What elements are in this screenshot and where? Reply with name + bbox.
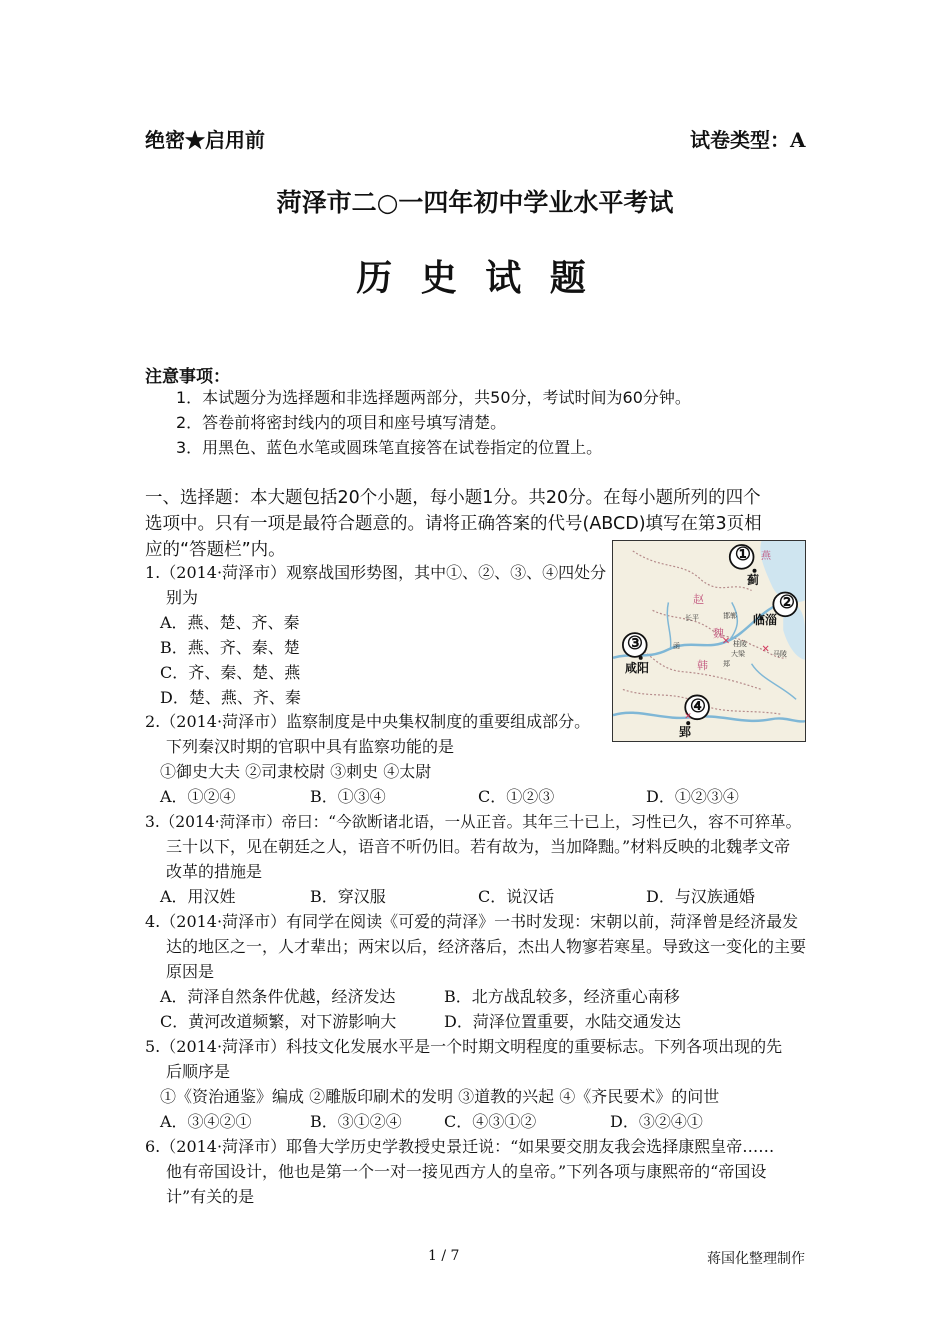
option-a: A．①②④ (160, 787, 236, 806)
footer-credit: 蒋国化整理制作 (707, 1251, 805, 1267)
place-label: 函 (673, 642, 680, 650)
city-label-linzi: 临淄 (753, 613, 778, 627)
question-stem: 达的地区之一，人才辈出；两宋以后，经济落后，杰出人物寥若寒星。导致这一变化的主要 (166, 937, 807, 956)
option-a: A．燕、楚、齐、秦 (160, 613, 300, 632)
question-stem: 4.（2014·菏泽市）有同学在阅读《可爱的菏泽》一书时发现：宋朝以前，菏泽曾是经济最发 (145, 912, 799, 931)
option-c: C．①②③ (478, 787, 555, 806)
option-c: C．黄河改道频繁，对下游影响大 (160, 1012, 397, 1031)
option-c: C．齐、秦、楚、燕 (160, 663, 301, 682)
city-label-xianyang: 咸阳 (625, 661, 650, 675)
question-stem: 5.（2014·菏泽市）科技文化发展水平是一个时期文明程度的重要标志。下列各项出现的先 (145, 1037, 783, 1056)
place-label: 郑 (723, 660, 730, 668)
place-label: 邯郸 (723, 612, 737, 620)
option-d: D．③②④① (610, 1112, 703, 1131)
note-item: 1．本试题分为选择题和非选择题两部分，共50分，考试时间为60分钟。 (176, 388, 691, 407)
question-items: ①《资治通鉴》编成 ②雕版印刷术的发明 ③道教的兴起 ④《齐民要术》的问世 (160, 1087, 720, 1106)
note-item: 3．用黑色、蓝色水笔或圆珠笔直接答在试卷指定的位置上。 (176, 438, 603, 457)
svg-text:✕: ✕ (761, 643, 770, 655)
city-label-ying: 郢 (679, 725, 692, 739)
question-stem: 1.（2014·菏泽市）观察战国形势图，其中①、②、③、④四处分 (145, 563, 607, 582)
question-stem: 他有帝国设计，他也是第一个一对一接见西方人的皇帝。”下列各项与康熙帝的“帝国设 (166, 1162, 767, 1181)
state-label-zhao: 赵 (693, 593, 704, 606)
note-item: 2．答卷前将密封线内的项目和座号填写清楚。 (176, 413, 507, 432)
state-label-han: 韩 (697, 659, 708, 672)
section-heading-line: 选项中。只有一项是最符合题意的。请将正确答案的代号(ABCD)填写在第3页相 (145, 514, 762, 534)
exam-title: 菏泽市二○一四年初中学业水平考试 (276, 188, 674, 217)
option-b: B．①③④ (310, 787, 386, 806)
option-d: D．与汉族通婚 (646, 887, 755, 906)
option-a: A．③④②① (160, 1112, 252, 1131)
map-marker-3: ③ (626, 633, 644, 654)
option-a: A．用汉姓 (160, 887, 236, 906)
option-c: C．说汉话 (478, 887, 555, 906)
question-stem: 改革的措施是 (166, 862, 263, 881)
secrecy-label: 绝密★启用前 (145, 128, 265, 152)
page-number: 1 / 7 (428, 1248, 460, 1264)
option-b: B．北方战乱较多，经济重心南移 (444, 987, 680, 1006)
notes-heading: 注意事项： (145, 367, 230, 387)
section-heading-line: 应的“答题栏”内。 (145, 540, 286, 560)
state-label-wei: 魏 (713, 627, 724, 640)
place-label: 大梁 (731, 650, 745, 658)
paper-type-label: 试卷类型：A (690, 128, 806, 152)
state-label-yan: 燕 (761, 551, 771, 562)
map-marker-4: ④ (689, 696, 707, 717)
warring-states-map (612, 540, 806, 742)
city-label-ji: 蓟 (747, 573, 760, 587)
option-b: B．燕、齐、秦、楚 (160, 638, 300, 657)
option-a: A．菏泽自然条件优越，经济发达 (160, 987, 396, 1006)
section-heading-line: 一、选择题：本大题包括20个小题，每小题1分。共20分。在每小题所列的四个 (145, 488, 761, 508)
map-marker-1: ① (734, 544, 752, 565)
question-stem: 下列秦汉时期的官职中具有监察功能的是 (166, 737, 455, 756)
question-stem: 3.（2014·菏泽市）帝曰：“今欲断诸北语，一从正音。其年三十已上，习性已久，容不可猝革。 (145, 813, 802, 831)
question-stem: 别为 (166, 588, 199, 607)
question-stem: 2.（2014·菏泽市）监察制度是中央集权制度的重要组成部分。 (145, 712, 591, 731)
option-b: B．穿汉服 (310, 887, 386, 906)
question-stem: 计”有关的是 (166, 1187, 255, 1206)
question-items: ①御史大夫 ②司隶校尉 ③刺史 ④太尉 (160, 762, 432, 781)
svg-text:✕: ✕ (684, 712, 692, 723)
option-b: B．③①②④ (310, 1112, 402, 1131)
question-stem: 后顺序是 (166, 1062, 231, 1081)
option-d: D．①②③④ (646, 787, 739, 806)
map-marker-2: ② (778, 592, 796, 613)
question-stem: 6.（2014·菏泽市）耶鲁大学历史学教授史景迁说：“如果要交朋友我会选择康熙皇帝…… (145, 1137, 775, 1156)
question-stem: 三十以下，见在朝廷之人，语音不听仍旧。若有故为，当加降黜。”材料反映的北魏孝文帝 (166, 837, 791, 856)
question-stem: 原因是 (166, 962, 215, 981)
svg-text:✕: ✕ (721, 635, 731, 647)
place-label: 桂陵 (733, 640, 747, 648)
option-d: D．菏泽位置重要，水陆交通发达 (444, 1012, 681, 1031)
place-label: 长平 (685, 614, 699, 622)
option-c: C．④③①② (444, 1112, 537, 1131)
subject-title: 历 史 试 题 (356, 257, 594, 299)
option-d: D．楚、燕、齐、秦 (160, 688, 301, 707)
place-label: 马陵 (773, 650, 787, 658)
